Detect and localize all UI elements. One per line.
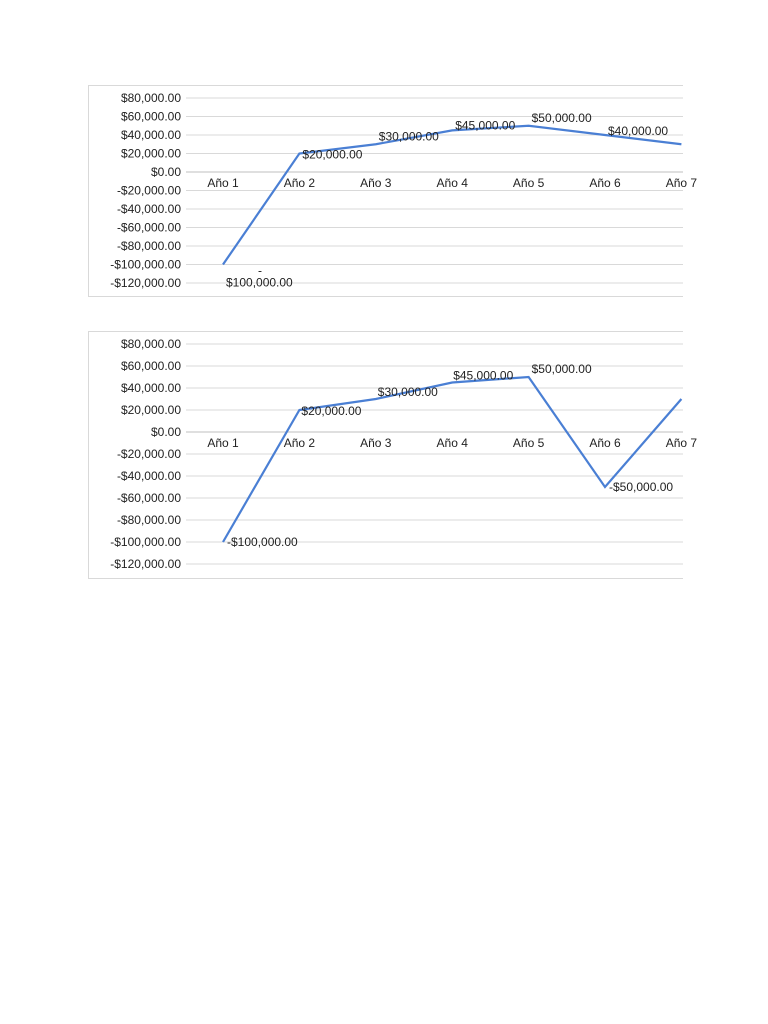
x-category-label: Año 6 [589,436,621,450]
y-tick-label: -$120,000.00 [110,276,181,290]
x-category-label: Año 1 [207,436,239,450]
chart-1-plot [89,86,698,296]
data-label: $50,000.00 [531,362,592,376]
y-tick-label: -$100,000.00 [110,257,181,272]
data-label: $45,000.00 [455,118,516,133]
data-label: $30,000.00 [377,385,438,399]
y-tick-label: $60,000.00 [120,359,181,373]
series-line [223,126,681,265]
y-tick-label: -$100,000.00 [110,535,181,549]
data-label: -$50,000.00 [609,480,674,494]
x-category-label: Año 7 [665,436,698,450]
cash-flow-chart-2 [88,331,698,579]
y-tick-label: $40,000.00 [120,128,181,142]
data-label: -$100,000.00 [227,535,298,549]
x-category-label: Año 4 [436,436,468,450]
y-tick-label: $0.00 [150,165,181,179]
y-tick-label: $40,000.00 [120,381,181,395]
data-label: $30,000.00 [378,129,439,144]
x-category-label: Año 4 [436,176,468,190]
x-category-label: Año 7 [665,176,698,190]
y-tick-label: $20,000.00 [120,146,181,161]
svg-text:-$100,000.00: -$100,000.00 [226,263,293,290]
y-tick-label: -$80,000.00 [116,513,181,527]
data-label: $45,000.00 [453,368,514,383]
y-tick-label: -$20,000.00 [116,447,181,461]
y-tick-label: -$80,000.00 [116,239,181,253]
data-label: $50,000.00 [531,110,592,125]
y-tick-label: $80,000.00 [120,337,181,351]
y-tick-label: $0.00 [150,425,181,439]
chart-2-plot [89,332,698,578]
y-tick-label: $20,000.00 [120,403,181,417]
y-tick-label: -$60,000.00 [116,491,181,505]
y-tick-label: $60,000.00 [120,109,181,124]
x-category-label: Año 3 [360,436,392,450]
data-label [226,264,293,290]
data-label: $20,000.00 [301,404,362,418]
x-category-label: Año 1 [207,176,239,190]
x-category-label: Año 5 [512,176,545,190]
data-label: $40,000.00 [608,124,669,138]
x-category-label: Año 3 [360,176,392,190]
y-tick-label: -$60,000.00 [116,220,181,235]
x-category-label: Año 5 [512,436,545,450]
y-tick-label: -$40,000.00 [116,469,181,483]
x-category-label: Año 2 [283,436,316,450]
series-line [223,377,681,542]
y-tick-label: -$120,000.00 [110,557,181,571]
cash-flow-chart-1 [88,85,698,297]
y-tick-label: -$40,000.00 [116,202,181,216]
y-tick-label: $80,000.00 [120,91,181,105]
x-category-label: Año 6 [589,176,621,190]
x-category-label: Año 2 [283,176,316,190]
data-label: $20,000.00 [302,147,363,162]
y-tick-label: -$20,000.00 [116,183,181,198]
